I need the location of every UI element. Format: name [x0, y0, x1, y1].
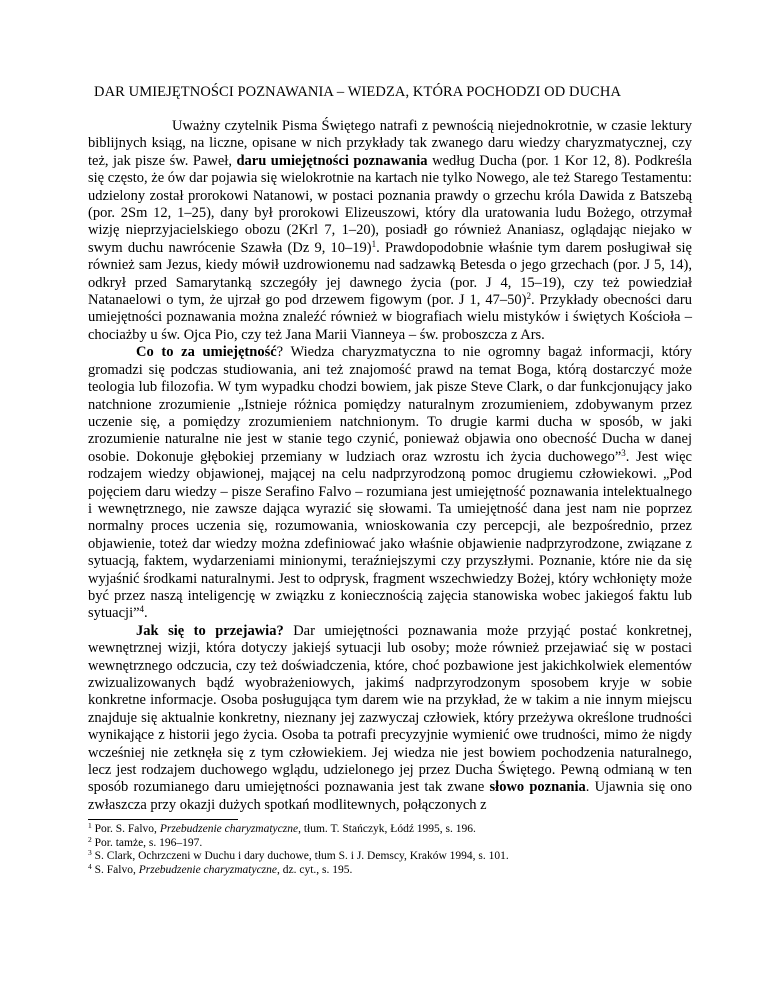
document-title: DAR UMIEJĘTNOŚCI POZNAWANIA – WIEDZA, KTÓRA POCHODZI OD DUCHA	[94, 84, 622, 100]
footnote-text: Por. tamże, s. 196–197.	[94, 836, 203, 849]
footnote-book-title: Przebudzenie charyzmatyczne	[138, 864, 277, 877]
paragraph-text: . Przykłady obecności daru umiejętności poznawania można znaleźć również w biografiach wielu mistyków i świętych Kościoła – chociażby u św. Ojca Pio, czy też Jana Marii Vianneya – św. proboszcza z Ars.	[88, 292, 692, 343]
footnote-4	[88, 864, 692, 878]
paragraph-text: .	[144, 605, 148, 622]
footnote-number: 4	[88, 862, 92, 872]
footnote-1	[88, 823, 692, 837]
footnote-number: 1	[88, 821, 92, 831]
footnote-text: S. Falvo,	[94, 864, 139, 877]
paragraph-2	[88, 344, 692, 623]
bold-heading: Co to za umiejętność	[136, 344, 277, 361]
footnote-ref: 2	[526, 291, 531, 302]
bold-term: słowo poznania	[489, 779, 586, 796]
paragraph-text: . Jest więc rodzajem wiedzy objawionej, mającej na celu nadprzyrodzoną pomoc drugiemu człowiekowi. „Pod pojęciem daru wiedzy – pisze Serafino Falvo – rozumiana jest umiejętność poznawania intelektualnego i wewnętrznego, nie zawsze dająca wyrazić się słowami. Ta umiejętność dana jest nam nie poprzez normalny proces uczenia się, rozumowania, wnioskowania czy percepcji, ale bezpośrednio, przez objawienie, toteż dar wiedzy można zdefiniować jako właśnie objawienie nadprzyrodzone, związane z sytuacją, faktem, wydarzeniami minionymi, teraźniejszymi czy przyszłymi. Poznanie, które nie da się wyjaśnić środkami naturalnymi. Jest to odprysk, fragment wszechwiedzy Bożej, który wchłonięty może być przez naszą inteligencję w związku z koniecznością zajęcia stanowiska wobec jakiegoś faktu lub sytuacji”	[88, 448, 692, 622]
paragraph-1	[88, 118, 692, 344]
footnote-divider	[88, 819, 238, 820]
paragraph-text: ? Wiedza charyzmatyczna to nie ogromny bagaż informacji, który gromadzi się podczas studiowania, ani też znajomość prawd na temat Boga, którą dostarczyć może teologia lub filozofia. W tym wypadku chodzi bowiem, jak pisze Steve Clark, o dar funkcjonujący jako natchnione zrozumienie „Istnieje różnica pomiędzy naturalnym zrozumieniem, zdobywanym przez uczenie się, a pomiędzy zrozumieniem natchnionym. To drugie karmi ducha w sposób, w jaki zrozumienie naturalne nie jest w stanie tego czynić, ponieważ objawia ono obecność Ducha w danej osobie. Dokonuje głębokiej przemiany w ludziach oraz wzrostu ich życia duchowego”	[88, 344, 692, 465]
footnote-2	[88, 834, 692, 851]
footnote-book-title: Przebudzenie charyzmatyczne	[159, 823, 299, 836]
bold-term: daru umiejętności poznawania	[236, 152, 428, 169]
footnote-number: 2	[88, 834, 92, 844]
bold-heading: Jak się to przejawia?	[136, 622, 284, 639]
footnote-ref: 1	[371, 238, 377, 249]
footnote-ref: 4	[139, 604, 145, 615]
footnote-ref: 3	[621, 447, 626, 458]
footnote-text: Por. S. Falvo,	[94, 823, 160, 836]
footnote-text: , dz. cyt., s. 195.	[277, 864, 353, 877]
paragraph-text: . Prawdopodobnie właśnie tym darem posługiwał się również sam Jezus, kiedy mówił uzdrowionemu nad sadzawką Betesda o jego grzechach (por. J 5, 14), odkrył przed Samarytanką szczegóły jej dawnego życia (por. J 4, 15–19), czy też powiedział Natanaelowi o tym, że ujrzał go pod drzewem figowym (por. J 1, 47–50)	[88, 239, 692, 309]
document-page	[88, 84, 692, 878]
paragraph-text: Dar umiejętności poznawania może przyjąć postać konkretnej, wewnętrznej wizji, która dotyczy jakiejś sytuacji lub osoby; może również przejawiać się w postaci wewnętrznego odczucia, czy też doświadczenia, które, choć pozbawione jest jakichkolwiek elementów zwizualizowanych bądź wyobrażeniowych, jakimś nadprzyrodzonym sposobem kryje w sobie konkretne informacje. Osoba posługująca tym darem wie na przykład, że w takim a nie innym miejscu znajduje się aktualnie konkretny, nieznany jej zazwyczaj człowiek, który przeżywa określone trudności wynikające z historii jego życia. Osoba ta potrafi precyzyjnie wymienić owe trudności, mimo że nigdy wcześniej nie zetknęła się z tym człowiekiem. Jej wiedza nie jest bowiem pochodzenia naturalnego, lecz jest rodzajem duchowego wglądu, udzielonego jej przez Ducha Świętego. Pewną odmianą w ten sposób rozumianego daru umiejętności poznawania jest tak zwane	[88, 622, 693, 796]
footnote-3	[88, 850, 692, 864]
footnote-text: S. Clark, Ochrzczeni w Duchu i dary duchowe, tłum S. i J. Demscy, Kraków 1994, s. 101.	[94, 850, 509, 863]
footnote-text: , tłum. T. Stańczyk, Łódź 1995, s. 196.	[298, 823, 476, 836]
paragraph-text: . Ujawnia się ono zwłaszcza przy okazji dużych spotkań modlitewnych, połączonych z	[88, 779, 692, 813]
paragraph-text: według Ducha (por. 1 Kor 12, 8). Podkreśla się często, że ów dar pojawia się wielokrotnie na kartach nie tylko Nowego, ale też Starego Testamentu: udzielony został prorokowi Natanowi, w postaci poznania prawdy o grzechu króla Dawida z Batszebą (por. 2Sm 12, 1–25), dany był prorokowi Elizeuszowi, który dla uratowania ludu Bożego, otrzymał wizję nieprzyjacielskiego obozu (2Krl 7, 1–20), posiadł go również Ananiasz, oglądając niejako w swym duchu nawrócenie Szawła (Dz 9, 10–19)	[88, 152, 692, 256]
paragraph-3	[88, 623, 692, 814]
paragraph-text: Uważny czytelnik Pisma Świętego natrafi z pewnością niejednokrotnie, w czasie lektury biblijnych ksiąg, na liczne, opisane w nich przykłady tak zwanego daru wiedzy charyzmatycznej, czy też, jak pisze św. Paweł,	[88, 118, 692, 169]
footnote-number: 3	[88, 848, 92, 858]
